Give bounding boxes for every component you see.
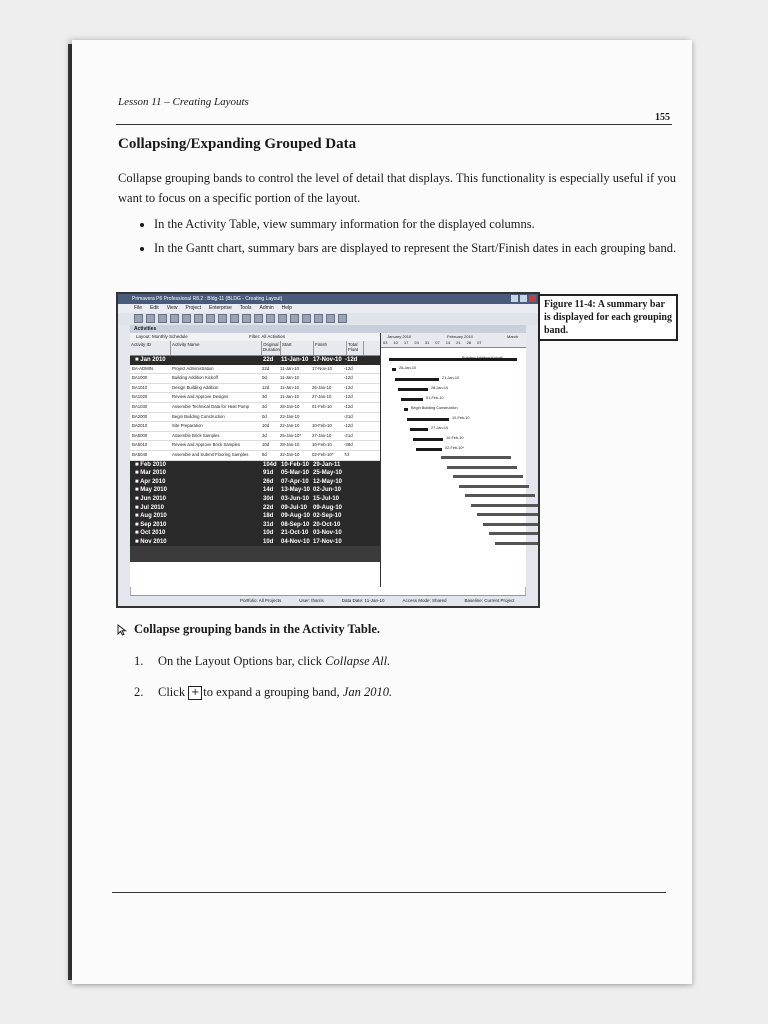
grouping-band[interactable] [130, 512, 380, 521]
grouping-band[interactable] [130, 356, 380, 365]
band-float [343, 486, 359, 495]
gantt-bar[interactable] [407, 418, 449, 421]
gantt-bar[interactable] [416, 448, 442, 451]
menu-item-tools[interactable]: Tools [239, 305, 252, 311]
gantt-bar-label: 10-Feb-10 [446, 436, 464, 440]
band-finish: 20-Oct-10 [313, 521, 341, 528]
toolbar-icon[interactable] [314, 314, 323, 323]
activity-id: BA1020 [132, 394, 148, 400]
window-controls [511, 295, 536, 302]
table-row[interactable] [130, 441, 380, 451]
activity-float: -12d [344, 394, 353, 400]
toolbar-icon[interactable] [158, 314, 167, 323]
footer-rule [112, 892, 666, 893]
band-finish: 17-Nov-10 [313, 538, 342, 545]
grouping-band[interactable] [130, 529, 380, 538]
activity-finish: 27-Jan-10 [312, 394, 332, 400]
status-access: Access Mode: Shared [402, 598, 447, 603]
step-text [158, 683, 392, 701]
grouping-band-name: ■ Jun 2010 [135, 495, 166, 502]
activity-name: Assemble and Submit Flooring Samples [172, 451, 249, 457]
band-start: 03-Jun-10 [281, 495, 310, 502]
gantt-day: 31 [424, 340, 430, 345]
band-finish: 03-Nov-10 [313, 530, 342, 537]
gantt-summary-bar[interactable] [465, 494, 535, 497]
status-portfolio: Portfolio: All Projects [240, 598, 282, 603]
table-row[interactable] [130, 422, 380, 432]
gantt-bar[interactable] [392, 368, 396, 371]
activity-start: 11-Jan-10 [280, 375, 300, 381]
activity-start: 11-Jan-10 [280, 365, 300, 371]
band-start: 05-Mar-10 [281, 470, 310, 477]
band-duration: 14d [263, 487, 274, 494]
gantt-summary-bar[interactable] [489, 532, 540, 535]
gantt-summary-bar[interactable] [483, 523, 540, 526]
band-float [343, 521, 359, 530]
gantt-bar-label: Building Addition Kickoff [462, 356, 503, 360]
window-title: Primavera P6 Professional R8.2 : Bldg-11 (BLDG - Creating Layout) [132, 296, 283, 302]
activity-duration: 8d [262, 451, 267, 457]
gantt-chart [381, 333, 526, 587]
step-text-plain: to expand a grouping band, [203, 685, 343, 699]
band-duration: 22d [263, 357, 274, 363]
gantt-bar-label: 02-Feb-10* [445, 446, 464, 450]
gantt-summary-bar[interactable] [441, 456, 511, 459]
activity-id: BA1000 [132, 375, 148, 381]
gantt-summary-bar[interactable] [453, 475, 523, 478]
layout-options-bar[interactable] [130, 333, 380, 341]
procedure-title [116, 622, 380, 637]
column-header[interactable]: Activity ID [130, 341, 171, 355]
grouping-band-name: ■ Aug 2010 [135, 513, 167, 520]
gantt-day: 14 [445, 340, 451, 345]
status-data-date: Data Date: 11-Jan-10 [341, 598, 385, 603]
menu-item-view[interactable]: View [166, 305, 178, 311]
activity-name: Design Building Addition [172, 384, 219, 390]
band-float: -12d [345, 357, 358, 363]
grouping-band[interactable] [130, 478, 380, 487]
empty-table-area [130, 546, 380, 562]
band-start: 13-May-10 [281, 487, 311, 494]
column-header[interactable]: Finish [314, 341, 347, 355]
activity-name: Assemble Technical Data for Heat Pump [172, 403, 250, 409]
bullet-list [134, 214, 694, 262]
procedure-steps [134, 652, 654, 714]
step-text [158, 652, 390, 670]
grouping-band[interactable] [130, 538, 380, 547]
gantt-bar-label: 26-Jan-10 [399, 366, 417, 370]
activity-name: Review and Approve Designs [172, 394, 229, 400]
band-duration: 31d [263, 521, 274, 528]
toolbar-icon[interactable] [266, 314, 275, 323]
grouping-band[interactable] [130, 521, 380, 530]
band-finish: 29-Jan-11 [313, 461, 341, 468]
gantt-bar-label: 01-Feb-10 [426, 396, 444, 400]
activity-name: Review and Approve Brick Samples [172, 442, 241, 448]
window-title-bar [118, 294, 538, 304]
gantt-month: March [507, 334, 519, 339]
figure-caption: Figure 11-4: A summary bar is displayed for each grouping band. [538, 294, 678, 341]
step-number: 2. [134, 685, 144, 699]
layout-label: Layout: Monthly Schedule [136, 334, 188, 339]
gantt-days [383, 340, 482, 345]
step-item [134, 683, 654, 701]
activity-start: 11-Jan-10 [280, 384, 300, 390]
band-duration: 10d [263, 530, 274, 537]
book-page [72, 40, 692, 984]
activity-id: BA5000 [132, 432, 148, 438]
header-rule [116, 124, 672, 125]
toolbar-icon[interactable] [290, 314, 299, 323]
activity-finish: 10-Feb-10 [312, 442, 332, 448]
activity-table [130, 333, 381, 587]
band-float [343, 538, 359, 547]
column-header[interactable]: Original Duration [262, 341, 281, 355]
table-row[interactable] [130, 374, 380, 384]
maximize-icon[interactable] [520, 295, 527, 302]
band-finish: 09-Aug-10 [313, 504, 343, 511]
gantt-month: January 2010 [387, 334, 412, 339]
band-duration: 18d [263, 513, 274, 520]
band-start: 04-Nov-10 [281, 538, 310, 545]
activity-start: 22-Jan-10 [280, 423, 300, 429]
bullet-item: • In the Gantt chart, summary bars are displayed to represent the Start/Finish dates in each grouping band. [154, 238, 694, 258]
close-icon[interactable] [529, 295, 536, 302]
band-duration: 10d [263, 538, 274, 545]
menu-item-file[interactable]: File [134, 305, 143, 311]
toolbar-icon[interactable] [218, 314, 227, 323]
gantt-bar[interactable] [395, 378, 439, 381]
activity-float: 7d [344, 451, 349, 457]
band-start: 09-Jul-10 [281, 504, 308, 511]
filter-label: Filter: All Activities [249, 334, 286, 339]
grouping-band-name: ■ Apr 2010 [135, 478, 166, 485]
activity-float: -12d [344, 423, 353, 429]
toolbar-icon[interactable] [302, 314, 311, 323]
gantt-summary-bar[interactable] [471, 504, 540, 507]
intro-paragraph: Collapse grouping bands to control the level of detail that displays. This functionality is especially useful if you want to focus on a specific portion of the layout. [118, 171, 676, 205]
gantt-bar-label: Begin Building Construction [411, 406, 458, 410]
activity-name: Assemble Brick Samples [172, 432, 220, 438]
step-text-plain: Click [158, 685, 189, 699]
band-float [343, 495, 359, 504]
band-start: 21-Oct-10 [281, 530, 309, 537]
activity-float: -12d [344, 384, 353, 390]
step-text-emphasis: Collapse All. [325, 654, 391, 668]
gantt-bar[interactable] [404, 408, 408, 411]
band-duration: 91d [263, 470, 274, 477]
band-duration: 30d [263, 495, 274, 502]
activity-finish: 01-Feb-10 [312, 403, 332, 409]
band-float [343, 469, 359, 478]
table-row[interactable] [130, 393, 380, 403]
gantt-day: 07 [477, 340, 482, 345]
band-float [343, 529, 359, 538]
menu-item-help[interactable]: Help [281, 305, 292, 311]
gantt-bar[interactable] [413, 438, 443, 441]
status-baseline: Baseline: Current Project [464, 598, 515, 603]
gantt-day: 03 [383, 340, 388, 345]
band-float [343, 504, 359, 513]
table-row[interactable] [130, 384, 380, 394]
activity-id: BA2000 [132, 413, 148, 419]
activity-float: -12d [344, 403, 353, 409]
activity-finish [310, 374, 342, 383]
column-header[interactable]: Activity Name [171, 341, 262, 355]
gantt-summary-bar[interactable] [447, 466, 517, 469]
activity-float: -12d [344, 365, 353, 371]
band-float [343, 478, 359, 487]
gantt-day: 28 [466, 340, 472, 345]
activity-duration: 10d [262, 442, 270, 448]
column-header[interactable]: Start [281, 341, 314, 355]
activity-start: 28-Jan-10 [280, 403, 300, 409]
gantt-bar[interactable] [410, 428, 428, 431]
band-start: 09-Aug-10 [281, 513, 311, 520]
toolbar-icon[interactable] [170, 314, 179, 323]
gantt-day: 10 [393, 340, 398, 345]
grouping-band-name: ■ Oct 2010 [135, 530, 166, 537]
activity-duration: 0d [262, 413, 267, 419]
grouping-band-name: ■ May 2010 [135, 487, 167, 494]
grouping-band[interactable] [130, 461, 380, 470]
gantt-bar-label: 27-Jan-10 [431, 426, 449, 430]
column-header[interactable]: Total Float [347, 341, 364, 355]
toolbar-icon[interactable] [146, 314, 155, 323]
band-start: 07-Apr-10 [281, 478, 309, 485]
gantt-day: 07 [435, 340, 440, 345]
activities-panel-header: Activities [130, 325, 526, 333]
activity-id: BA1030 [132, 403, 148, 409]
grouping-band-name: ■ Feb 2010 [135, 461, 166, 468]
activity-finish [310, 413, 342, 422]
section-title: Collapsing/Expanding Grouped Data [118, 136, 357, 152]
gantt-summary-bar[interactable] [495, 542, 540, 545]
activity-start: 22-Jan-10 [280, 451, 300, 457]
activity-id: BA1010 [132, 384, 148, 390]
band-start: 11-Jan-10 [281, 357, 309, 363]
activity-finish: 26-Jan-10 [312, 384, 332, 390]
page-number: 155 [655, 112, 670, 123]
step-number: 1. [134, 654, 144, 668]
table-row[interactable] [130, 403, 380, 413]
status-user: User: tharris [299, 598, 324, 603]
figure-screenshot [116, 292, 540, 608]
band-float [343, 512, 359, 521]
activity-duration: 0d [262, 375, 267, 381]
activity-duration: 3d [262, 394, 267, 400]
activity-duration: 10d [262, 423, 270, 429]
step-text-plain: On the Layout Options bar, click [158, 654, 326, 668]
activity-name: Project Administration [172, 365, 214, 371]
activity-float: -21d [344, 413, 353, 419]
activity-start: 11-Jan-10 [280, 394, 300, 400]
grouping-band-name: ■ Mar 2010 [135, 470, 166, 477]
gantt-bar[interactable] [398, 388, 428, 391]
activity-id: BA5040 [132, 451, 148, 457]
toolbar-icon[interactable] [242, 314, 251, 323]
band-finish: 02-Sep-10 [313, 513, 342, 520]
menu-item-admin[interactable]: Admin [259, 305, 274, 311]
activity-float: -12d [344, 375, 353, 381]
band-duration: 104d [263, 461, 277, 468]
activity-duration: 3d [262, 403, 267, 409]
grouping-band[interactable] [130, 469, 380, 478]
step-item [134, 652, 654, 670]
band-duration: 26d [263, 478, 274, 485]
toolbar-icon[interactable] [326, 314, 335, 323]
activity-start: 28-Jan-10 [280, 442, 300, 448]
activity-float: -38d [344, 442, 353, 448]
gantt-day: 24 [414, 340, 419, 345]
table-row[interactable] [130, 365, 380, 375]
activity-duration: 3d [262, 432, 267, 438]
activity-start: 25-Jan-10* [280, 432, 302, 438]
band-finish: 25-May-10 [313, 470, 343, 477]
gantt-bar-label: 21-Jan-10 [442, 376, 460, 380]
grouping-band-name: ■ Jul 2010 [135, 504, 164, 511]
menu-item-enterprise[interactable]: Enterprise [209, 305, 232, 311]
activity-id: BA5010 [132, 442, 148, 448]
status-bar [130, 595, 526, 606]
grouping-band-name: ■ Nov 2010 [135, 538, 167, 545]
band-float [343, 461, 359, 470]
band-finish: 12-May-10 [313, 478, 343, 485]
activity-start: 22-Jan-10 [280, 413, 300, 419]
toolbar-icon[interactable] [338, 314, 347, 323]
menu-item-project[interactable]: Project [185, 305, 201, 311]
mouse-pointer-icon [116, 624, 128, 636]
column-headers [130, 341, 380, 356]
gantt-summary-bar[interactable] [477, 513, 540, 516]
expand-button-icon: + [188, 686, 202, 700]
activity-float: -21d [344, 432, 353, 438]
grouping-band-name: ■ Jan 2010 [135, 357, 166, 363]
gantt-day: 17 [403, 340, 409, 345]
activity-finish: 17-Nov-10 [312, 365, 333, 371]
activity-name: Begin Building Construction [172, 413, 225, 419]
menu-item-edit[interactable]: Edit [150, 305, 159, 311]
gantt-body [381, 348, 526, 588]
gantt-day: 21 [456, 340, 461, 345]
grouping-band-name: ■ Sep 2010 [135, 521, 167, 528]
minimize-icon[interactable] [511, 295, 518, 302]
activity-id: BA2010 [132, 423, 148, 429]
toolbar-icon[interactable] [134, 314, 143, 323]
toolbar-icon[interactable] [194, 314, 203, 323]
activity-duration: 12d [262, 384, 270, 390]
band-start: 10-Feb-10 [281, 461, 310, 468]
gantt-summary-bar[interactable] [459, 485, 529, 488]
activity-finish: 27-Jan-10 [312, 432, 332, 438]
band-finish: 02-Jun-10 [313, 487, 342, 494]
right-toolbar[interactable] [525, 325, 538, 606]
table-row[interactable] [130, 451, 380, 461]
gantt-month: February 2010 [447, 334, 474, 339]
band-finish: 15-Jul-10 [313, 495, 340, 502]
bullet-item: • In the Activity Table, view summary information for the displayed columns. [154, 214, 694, 234]
gantt-timescale [381, 333, 526, 348]
toolbar-icon[interactable] [278, 314, 287, 323]
gantt-bar-label: 10-Feb-10 [452, 416, 470, 420]
activity-finish: 10-Feb-10 [312, 423, 332, 429]
band-start: 08-Sep-10 [281, 521, 310, 528]
menu-bar [118, 304, 538, 313]
grouping-band[interactable] [130, 504, 380, 513]
activity-finish: 02-Feb-10* [312, 451, 334, 457]
table-row[interactable] [130, 432, 380, 442]
table-row[interactable] [130, 413, 380, 423]
activity-id: BA-ADMIN [132, 365, 154, 371]
activity-name: Site Preparation [172, 423, 203, 429]
step-text-emphasis: Jan 2010. [342, 685, 393, 699]
running-header-lesson: Lesson 11 – Creating Layouts [118, 96, 249, 108]
band-finish: 17-Nov-10 [313, 357, 342, 363]
gantt-bar[interactable] [401, 398, 423, 401]
toolbar-icon[interactable] [230, 314, 239, 323]
table-body [130, 356, 380, 562]
toolbar-icon[interactable] [254, 314, 263, 323]
grouping-band[interactable] [130, 486, 380, 495]
band-duration: 22d [263, 504, 274, 511]
toolbar-icon[interactable] [206, 314, 215, 323]
procedure-title-text: Collapse grouping bands in the Activity Table. [134, 622, 381, 636]
activity-name: Building Addition Kickoff [172, 375, 218, 381]
gantt-bar-label: 28-Jan-10 [431, 386, 449, 390]
grouping-band[interactable] [130, 495, 380, 504]
activity-duration: 22d [262, 365, 270, 371]
toolbar-icon[interactable] [182, 314, 191, 323]
